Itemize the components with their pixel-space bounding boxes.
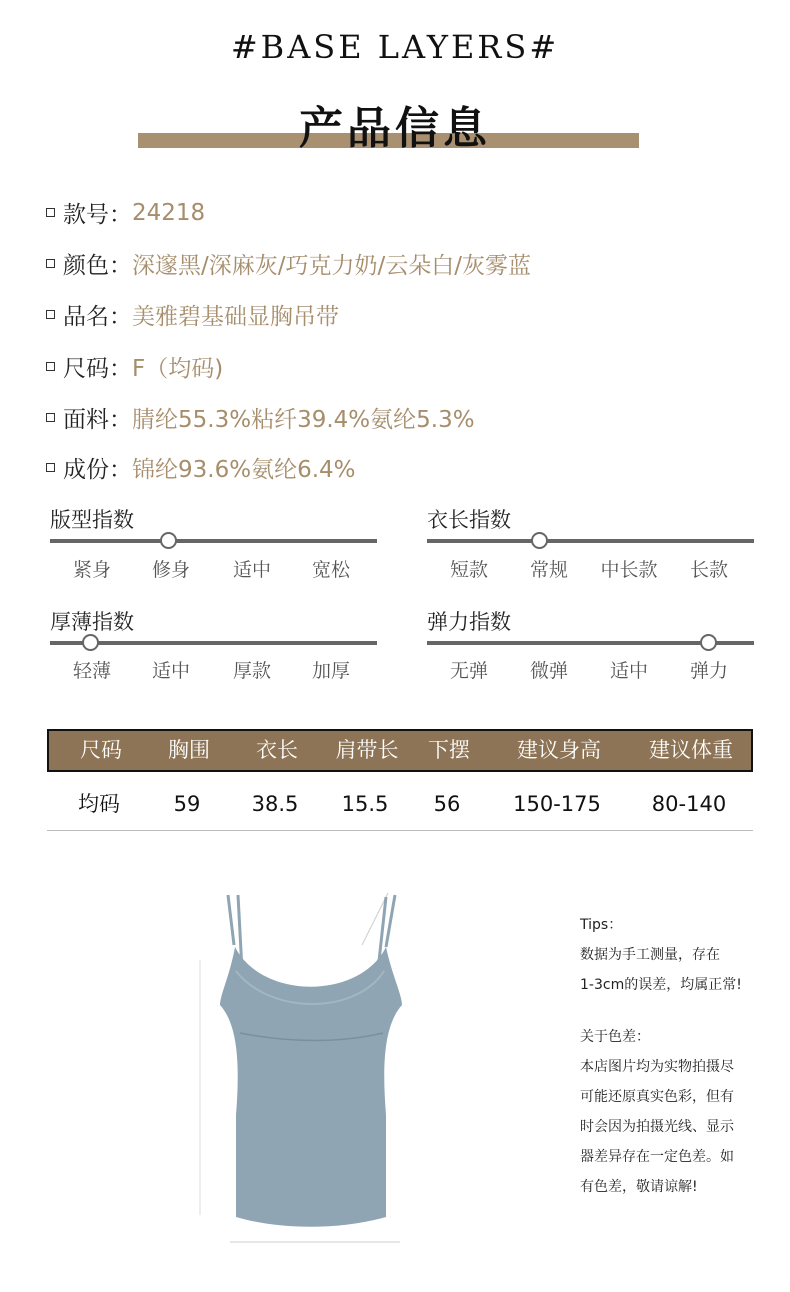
length-index-label: 中长款 [600, 559, 658, 581]
table-header-cell: 建议身高 [517, 738, 601, 762]
info-key: 品名： [63, 304, 132, 330]
brand-tag: #BASE LAYERS# [230, 28, 560, 66]
table-header-cell: 衣长 [256, 738, 298, 762]
info-value: 锦纶93.6%氨纶6.4% [132, 457, 356, 483]
thickness-index-label: 加厚 [311, 660, 350, 682]
info-row-color [46, 247, 531, 280]
elasticity-index-label: 适中 [609, 660, 648, 682]
thickness-index-label: 轻薄 [72, 660, 111, 682]
color-diff-line: 有色差，敬请谅解! [580, 1179, 698, 1195]
length-index-label: 短款 [449, 559, 488, 581]
table-cell: 80-140 [651, 792, 727, 816]
length-index-label: 常规 [529, 559, 568, 581]
thickness-index-label: 厚款 [232, 660, 271, 682]
info-row-style-number [46, 196, 205, 229]
size-table-header [47, 729, 753, 772]
thickness-index-knob [82, 634, 99, 651]
table-header-cell: 建议体重 [649, 738, 733, 762]
fit-index-title: 版型指数 [50, 508, 134, 532]
table-header-cell: 尺码 [80, 738, 122, 762]
info-key: 款号： [63, 202, 132, 228]
info-key: 颜色： [63, 253, 132, 279]
elasticity-index-title: 弹力指数 [427, 610, 511, 634]
fit-index-track [50, 539, 377, 543]
elasticity-index-label: 弹力 [689, 660, 728, 682]
table-cell: 38.5 [251, 792, 299, 816]
info-row-product-name [46, 298, 339, 331]
page-title: 产品信息 [299, 103, 491, 154]
thickness-index-title: 厚薄指数 [50, 610, 134, 634]
info-key: 尺码： [63, 356, 132, 382]
length-index-label: 长款 [689, 559, 728, 581]
table-header-cell: 肩带长 [335, 738, 399, 762]
table-bottom-divider [47, 830, 753, 831]
tips-line: 数据为手工测量，存在 [580, 947, 720, 963]
table-header-cell: 下摆 [428, 738, 470, 762]
color-diff-line: 时会因为拍摄光线、显示 [580, 1119, 734, 1135]
color-diff-line: 本店图片均为实物拍摄尽 [580, 1059, 734, 1075]
info-key: 面料： [63, 407, 132, 433]
tips-title: Tips： [580, 917, 623, 933]
bullet-square-icon [46, 208, 55, 217]
length-index-track [427, 539, 754, 543]
elasticity-index-label: 无弹 [449, 660, 488, 682]
info-value: F（均码) [132, 356, 224, 382]
fit-index-label: 修身 [151, 559, 190, 581]
length-index-knob [531, 532, 548, 549]
info-key: 成份： [63, 457, 132, 483]
fit-index-label: 适中 [232, 559, 271, 581]
elasticity-index-label: 微弹 [529, 660, 568, 682]
color-diff-line: 可能还原真实色彩，但有 [580, 1089, 734, 1105]
elasticity-index-knob [700, 634, 717, 651]
tips-line: 1-3cm的误差，均属正常! [580, 977, 742, 993]
bullet-square-icon [46, 463, 55, 472]
info-row-fabric [46, 401, 475, 434]
info-value: 24218 [132, 199, 206, 226]
color-diff-title: 关于色差： [580, 1029, 650, 1045]
length-index-title: 衣长指数 [427, 508, 511, 532]
table-cell: 59 [173, 792, 201, 816]
table-cell: 15.5 [341, 792, 389, 816]
table-header-cell: 胸围 [168, 738, 210, 762]
info-value: 美雅碧基础显胸吊带 [132, 304, 339, 330]
info-value: 腈纶55.3%粘纤39.4%氨纶5.3% [132, 407, 475, 433]
info-row-size [46, 350, 223, 383]
info-row-composition [46, 451, 356, 484]
table-cell: 56 [433, 792, 461, 816]
thickness-index-track [50, 641, 377, 645]
fit-index-label: 宽松 [311, 559, 350, 581]
color-diff-line: 器差异存在一定色差。如 [580, 1149, 734, 1165]
bullet-square-icon [46, 362, 55, 371]
bullet-square-icon [46, 259, 55, 268]
fit-index-label: 紧身 [72, 559, 111, 581]
table-cell: 均码 [78, 792, 120, 816]
bullet-square-icon [46, 310, 55, 319]
fit-index-knob [160, 532, 177, 549]
info-value: 深邃黑/深麻灰/巧克力奶/云朵白/灰雾蓝 [132, 253, 531, 279]
bullet-square-icon [46, 413, 55, 422]
camisole-image [190, 885, 420, 1250]
thickness-index-label: 适中 [151, 660, 190, 682]
table-cell: 150-175 [513, 792, 601, 816]
